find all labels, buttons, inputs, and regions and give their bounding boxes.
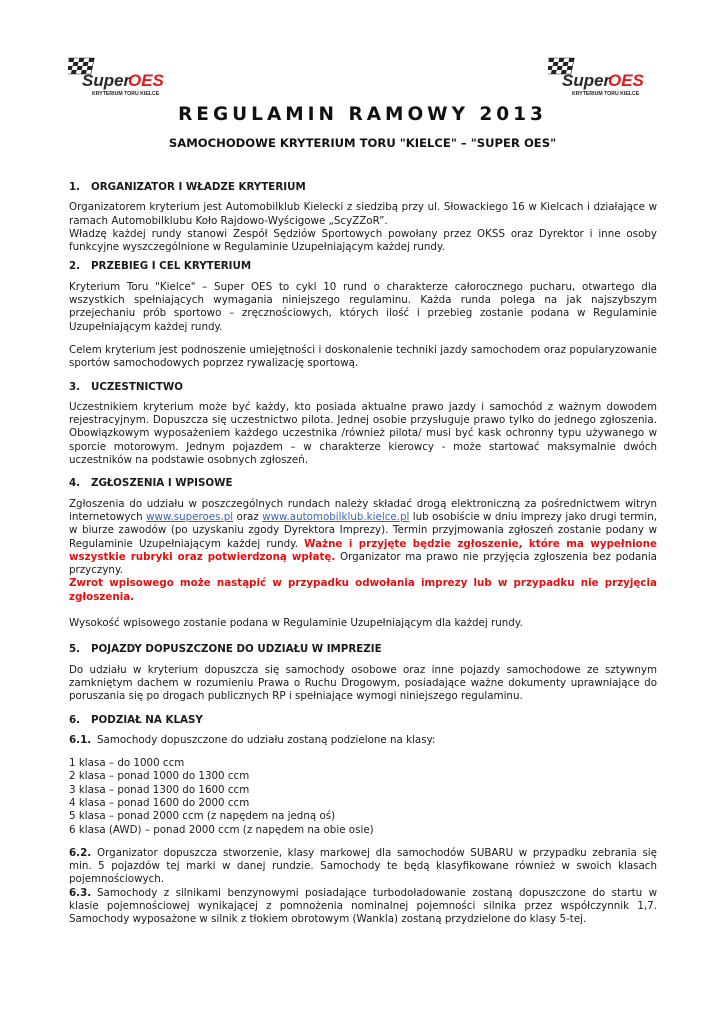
logo-brand-oes: OES <box>128 71 164 90</box>
logo-brand-super: Super <box>562 71 611 90</box>
document-title: REGULAMIN RAMOWY 2013 <box>178 104 547 125</box>
paragraph: Celem kryterium jest podnoszenie umiejętności i doskonalenie techniki jazdy samochodem oraz popularyzowanie sportów samochodowych poprzez rywalizację sportową. <box>69 343 657 370</box>
link-superoes[interactable]: www.superoes.pl <box>146 510 234 523</box>
list-item: 6 klasa (AWD) – ponad 2000 ccm (z napędem na obie osie) <box>69 823 374 836</box>
paragraph: Wysokość wpisowego zostanie podana w Regulaminie Uzupełniającym dla każdej rundy. <box>69 617 523 630</box>
paragraph: Organizatorem kryterium jest Automobilklub Kielecki z siedzibą przy ul. Słowackiego 16 w Kielcach i działające w ramach Automobilklubu Koło Rajdowo-Wyścigowe „ScyZZoR”. <box>69 201 657 227</box>
paragraph-entries: Zgłoszenia do udziału w poszczególnych rundach należy składać drogą elektroniczną za pośrednictwem witryn internetowych www.superoes.pl oraz www.automobilklub.kielce.pl lub osobiście w dniu imprezy jako drugi termin, w biurze zawodów (po uzyskaniu zgody Dyrektora Imprezy). Termin przyjmowania zgłoszeń zostanie podany w Regulaminie Uzupełniającym każdej rundy. Ważne i przyjęte będzie zgłoszenie, które ma wypełnione wszystkie rubryki oraz potwierdzoną wpłatę. Organizator ma prawo nie przyjęcia zgłoszenia bez podania przyczyny. <box>69 497 657 577</box>
class-list <box>69 757 657 837</box>
list-item: 5 klasa – ponad 2000 ccm (z napędem na jedną oś) <box>69 810 336 823</box>
subsection-6-1: 6.1. Samochody dopuszczone do udziału zostaną podzielone na klasy: <box>69 733 436 746</box>
document-body <box>69 181 657 927</box>
logo-brand-oes: OES <box>608 71 644 90</box>
paragraph: Uczestnikiem kryterium może być każdy, kto posiada aktualne prawo jazdy i samochód z ważnym dowodem rejestracyjnym. Dopuszcza się uczestnictwo pilota. Jednej osobie przysługuje prawo tylko do jednego zgłoszenia. Obowiązkowym wyposażeniem każdego uczestnika /również pilota/ musi być kask ochronny typu używanego w sporcie motorowym. Jednym pojazdem – w charakterze kierowcy - może startować maksymalnie dwóch uczestników na podstawie osobnych zgłoszeń. <box>69 400 657 467</box>
paragraph: Władzę każdej rundy stanowi Zespół Sędziów Sportowych powołany przez OKSS oraz Dyrektor i inne osoby funkcyjne wyszczególnione w Regulaminie Uzupełniającym każdej rundy. <box>69 227 657 254</box>
subsection-6-3: 6.3. Samochody z silnikami benzynowymi posiadające turbodoładowanie zostaną dopuszczone do startu w klasie pojemnościowej wynikającej z pomnożenia nominalnej pojemności silnika przez współczynnik 1,7. Samochody wyposażone w silnik z tłokiem obrotowym (Wankla) zostaną przydzielone do klasy 5-tej. <box>69 886 657 926</box>
important-notice: Ważne i przyjęte będzie zgłoszenie, które ma wypełnione wszystkie rubryki oraz potwierdzoną wpłatę. <box>69 537 657 563</box>
logo-tagline: KRYTERIUM TORU KIELCE <box>572 91 640 97</box>
logo-tagline: KRYTERIUM TORU KIELCE <box>92 91 160 97</box>
paragraph: Do udziału w kryterium dopuszcza się samochody osobowe oraz inne pojazdy samochodowe ze sztywnym zamkniętym dachem w rozumieniu Prawa o Ruchu Drogowym, posiadające ważne dokumenty uprawniające do poruszania się po drogach publicznych RP i spełniające wymogi niniejszego regulaminu. <box>69 663 657 703</box>
refund-notice: Zwrot wpisowego może nastąpić w przypadku odwołania imprezy lub w przypadku nie przyjęcia zgłoszenia. <box>69 577 657 603</box>
logo-brand-super: Super <box>82 71 131 90</box>
section-heading-entries: 4. ZGŁOSZENIA I WPISOWE <box>69 477 233 490</box>
section-heading-vehicles: 5. POJAZDY DOPUSZCZONE DO UDZIAŁU W IMPREZIE <box>69 643 382 656</box>
section-heading-course: 2. PRZEBIEG I CEL KRYTERIUM <box>69 260 252 273</box>
section-heading-participation: 3. UCZESTNICTWO <box>69 380 183 393</box>
superoes-logo-left <box>68 50 178 100</box>
document-subtitle: SAMOCHODOWE KRYTERIUM TORU "KIELCE" – "SUPER OES" <box>168 136 557 150</box>
subsection-6-2: 6.2. Organizator dopuszcza stworzenie, klasy markowej dla samochodów SUBARU w przypadku zebrania się min. 5 pojazdów tej marki w danej rundzie. Samochody te będą klasyfikowane również w swoich klasach pojemnościowych. <box>69 846 657 886</box>
list-item: 2 klasa – ponad 1000 do 1300 ccm <box>69 770 250 783</box>
link-automobilklub[interactable]: www.automobilklub.kielce.pl <box>262 510 410 523</box>
paragraph: Kryterium Toru "Kielce" – Super OES to cykl 10 rund o charakterze całorocznego pucharu, otwartego dla wszystkich spełniających wymagania niniejszego regulaminu. Każda runda polega na jak najszybszym przejechaniu prób sportowo – zręcznościowych, których ilość i przebieg zostanie podana w Regulaminie Uzupełniającym każdej rundy. <box>69 280 657 333</box>
superoes-logo-right <box>548 50 658 100</box>
list-item: 1 klasa – do 1000 ccm <box>69 757 185 770</box>
section-heading-organizer: 1. ORGANIZATOR I WŁADZE KRYTERIUM <box>69 181 306 193</box>
section-heading-classes: 6. PODZIAŁ NA KLASY <box>69 713 203 726</box>
list-item: 3 klasa – ponad 1300 do 1600 ccm <box>69 783 250 796</box>
list-item: 4 klasa – ponad 1600 do 2000 ccm <box>69 796 250 809</box>
